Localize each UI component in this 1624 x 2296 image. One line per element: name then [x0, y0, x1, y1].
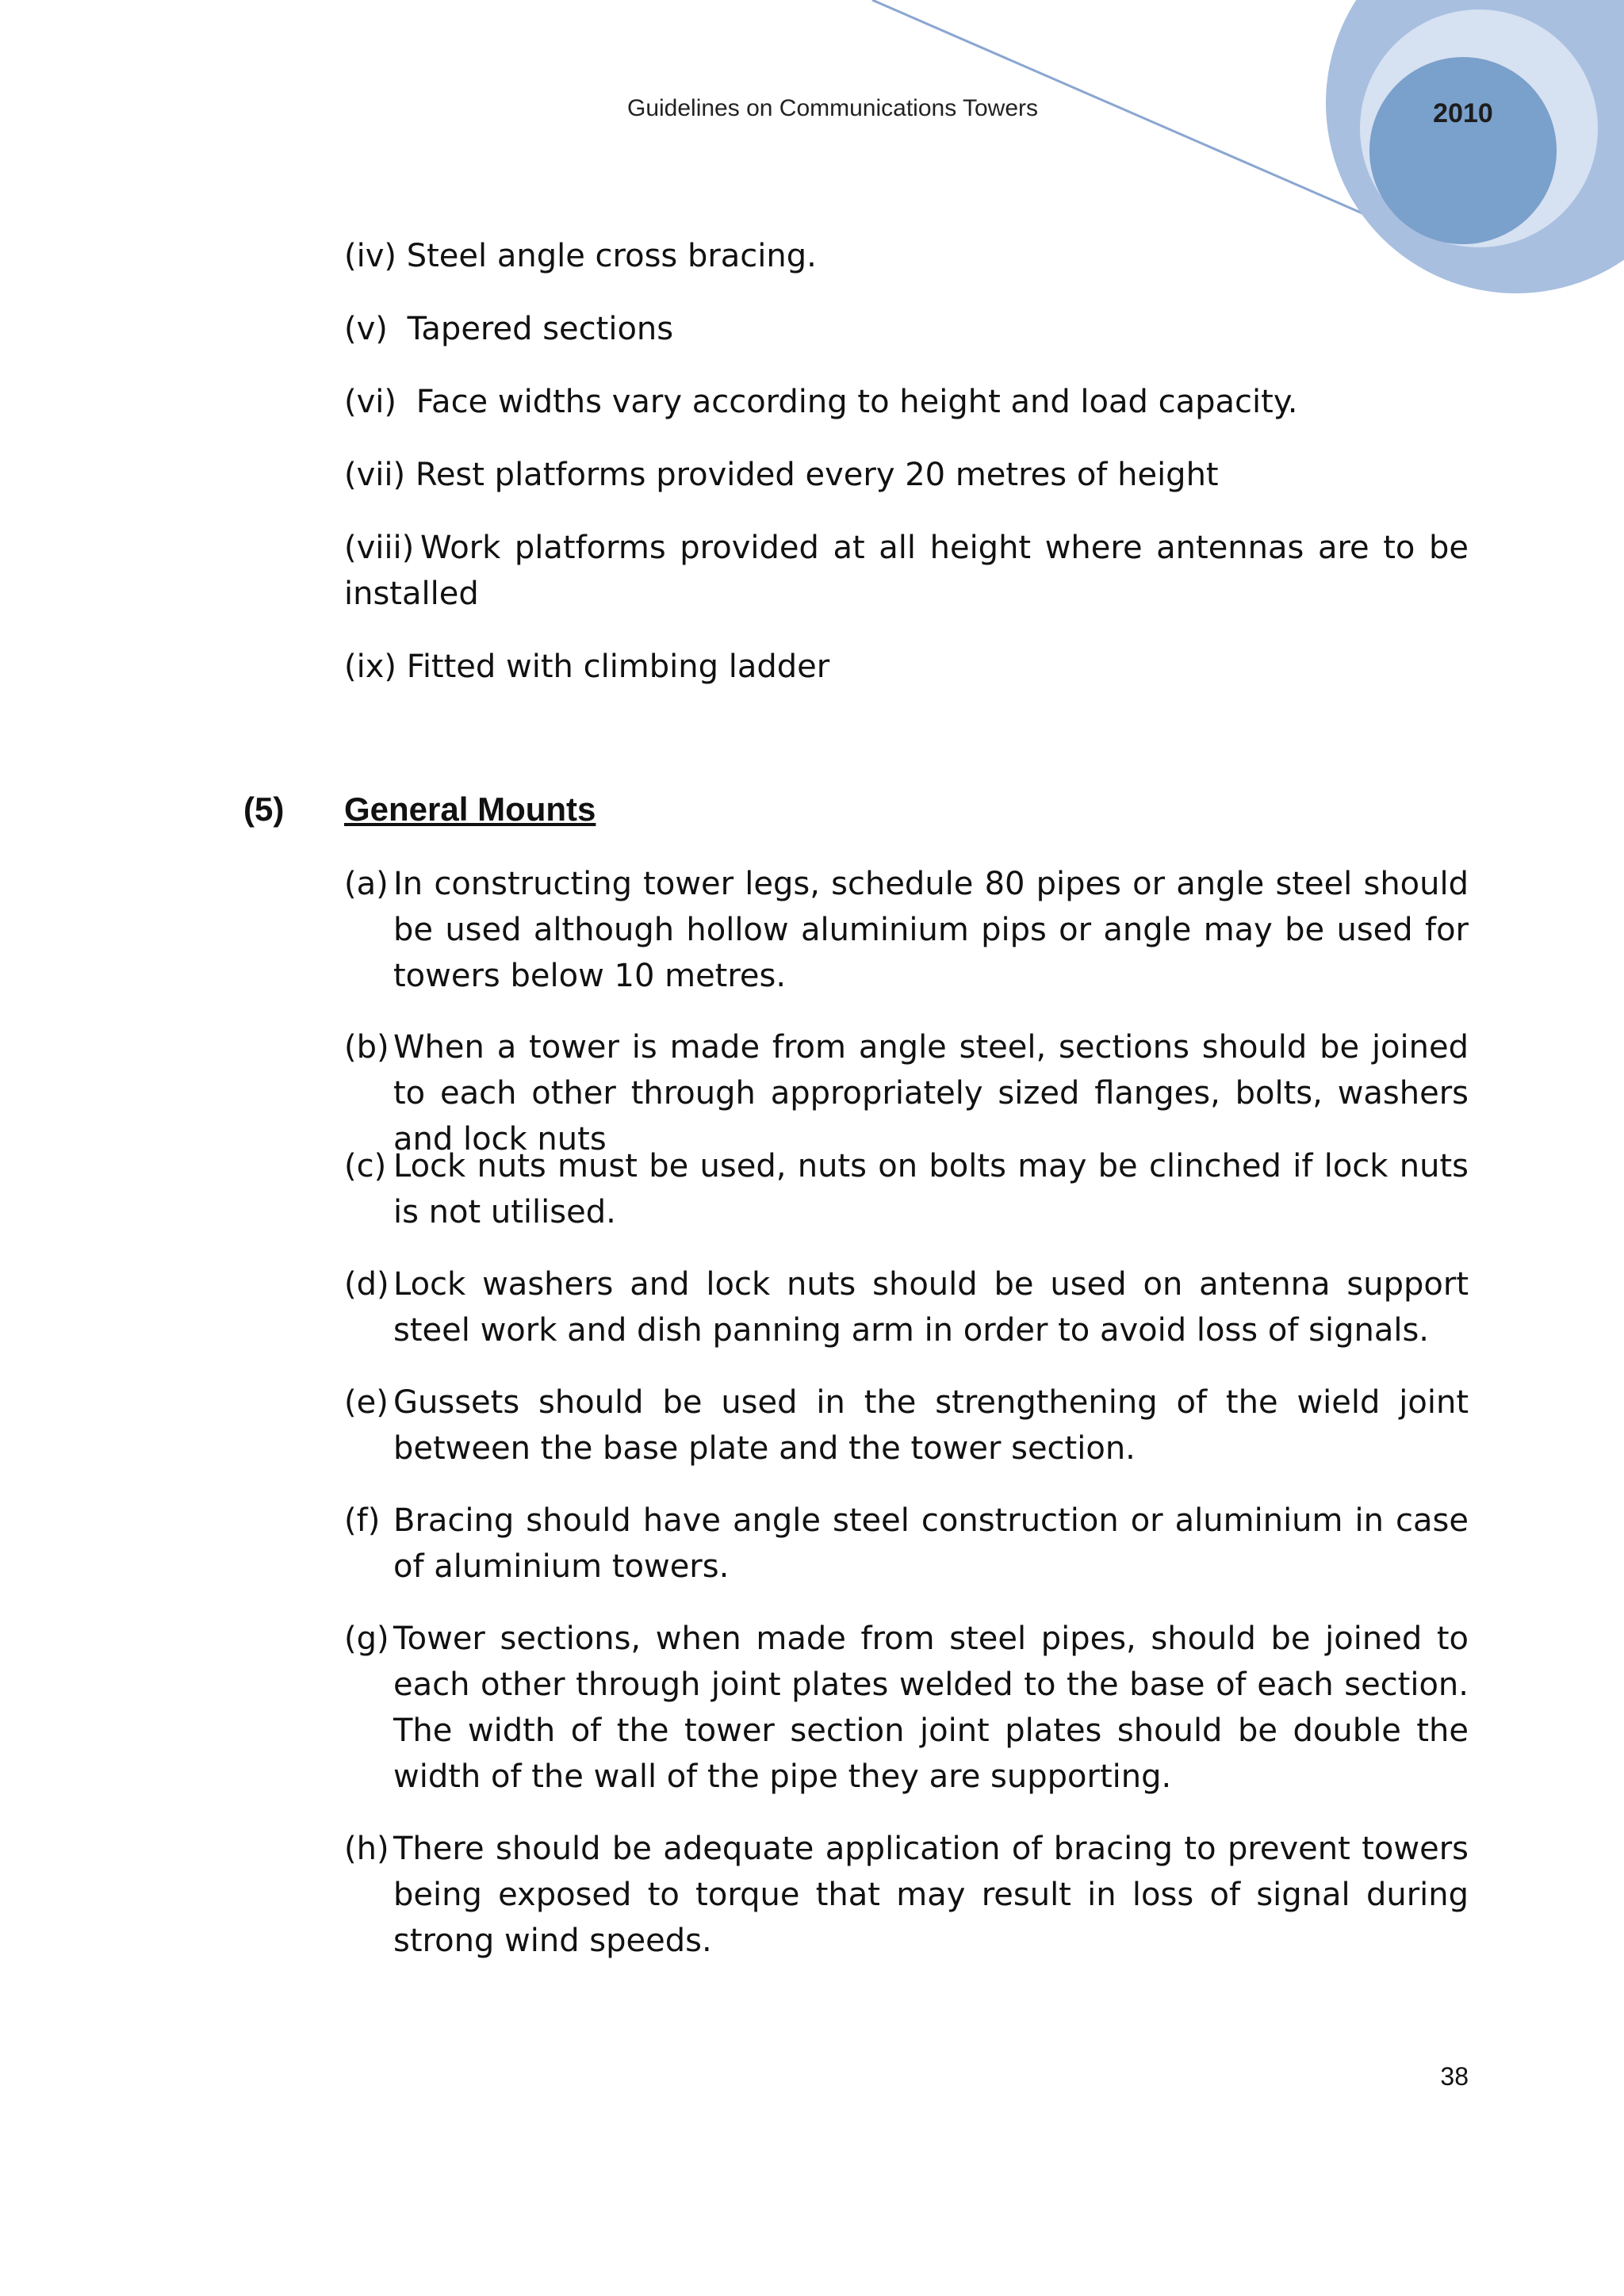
section-item-text: Lock nuts must be used, nuts on bolts may be clinched if lock nuts is not utilised. — [393, 1148, 1469, 1230]
section-item-text: There should be adequate application of bracing to prevent towers being exposed to torque that may result in loss of signal during strong wind speeds. — [393, 1831, 1469, 1959]
list-item-vi — [344, 379, 1298, 425]
list-item-iv — [344, 233, 817, 279]
section-item-h — [344, 1826, 1469, 1964]
list-item-vii — [344, 452, 1219, 498]
list-item-text: Tapered sections — [407, 311, 674, 347]
list-item-ix — [344, 644, 829, 690]
header-year: 2010 — [1433, 98, 1493, 128]
list-item-v — [344, 306, 673, 352]
list-item-text: Face widths vary according to height and load capacity. — [416, 384, 1298, 420]
list-item-label: (iv) — [344, 238, 396, 274]
section-item-label: (b) — [344, 1029, 389, 1066]
section-number: (5) — [243, 790, 285, 828]
section-item-d — [344, 1261, 1469, 1353]
section-item-label: (a) — [344, 866, 389, 902]
section-item-label: (d) — [344, 1266, 389, 1303]
list-item-label: (vii) — [344, 457, 406, 493]
header-circle-inner — [1369, 57, 1557, 244]
list-item-label: (viii) — [344, 530, 415, 566]
section-item-text: Lock washers and lock nuts should be used on antenna support steel work and dish panning arm in order to avoid loss of signals. — [393, 1266, 1469, 1349]
page-number: 38 — [1440, 2062, 1469, 2091]
section-item-text: When a tower is made from angle steel, sections should be joined to each other through appropriately sized flanges, bolts, washers and lock nuts — [393, 1029, 1469, 1158]
section-item-label: (e) — [344, 1384, 389, 1421]
section-title: General Mounts — [344, 790, 596, 828]
section-item-g — [344, 1616, 1469, 1800]
header-title: Guidelines on Communications Towers — [626, 95, 1039, 121]
section-item-text: Bracing should have angle steel construction or aluminium in case of aluminium towers. — [393, 1502, 1469, 1585]
section-item-b — [344, 1024, 1469, 1162]
section-item-text: Gussets should be used in the strengthening of the wield joint between the base plate and the tower section. — [393, 1384, 1469, 1467]
list-item-label: (vi) — [344, 384, 396, 420]
section-item-label: (f) — [344, 1502, 381, 1539]
section-item-label: (h) — [344, 1831, 389, 1867]
list-item-label: (ix) — [344, 649, 396, 685]
section-item-c — [344, 1143, 1469, 1235]
list-item-label: (v) — [344, 311, 388, 347]
list-item-text: Steel angle cross bracing. — [406, 238, 817, 274]
section-item-label: (g) — [344, 1621, 389, 1657]
list-item-viii — [344, 525, 1469, 617]
section-item-text: In constructing tower legs, schedule 80 pipes or angle steel should be used although hollow aluminium pips or angle may be used for towers below 10 metres. — [393, 866, 1469, 994]
list-item-text: Fitted with climbing ladder — [406, 649, 830, 685]
section-item-e — [344, 1380, 1469, 1471]
section-item-f — [344, 1498, 1469, 1590]
section-item-a — [344, 861, 1469, 999]
section-item-text: Tower sections, when made from steel pipes, should be joined to each other through joint plates welded to the base of each section. The width of the tower section joint plates should be double the width of the wall of the pipe they are supporting. — [393, 1621, 1469, 1795]
list-item-text: Work platforms provided at all height where antennas are to be installed — [344, 530, 1469, 612]
section-item-label: (c) — [344, 1148, 387, 1184]
list-item-text: Rest platforms provided every 20 metres of height — [415, 457, 1219, 493]
